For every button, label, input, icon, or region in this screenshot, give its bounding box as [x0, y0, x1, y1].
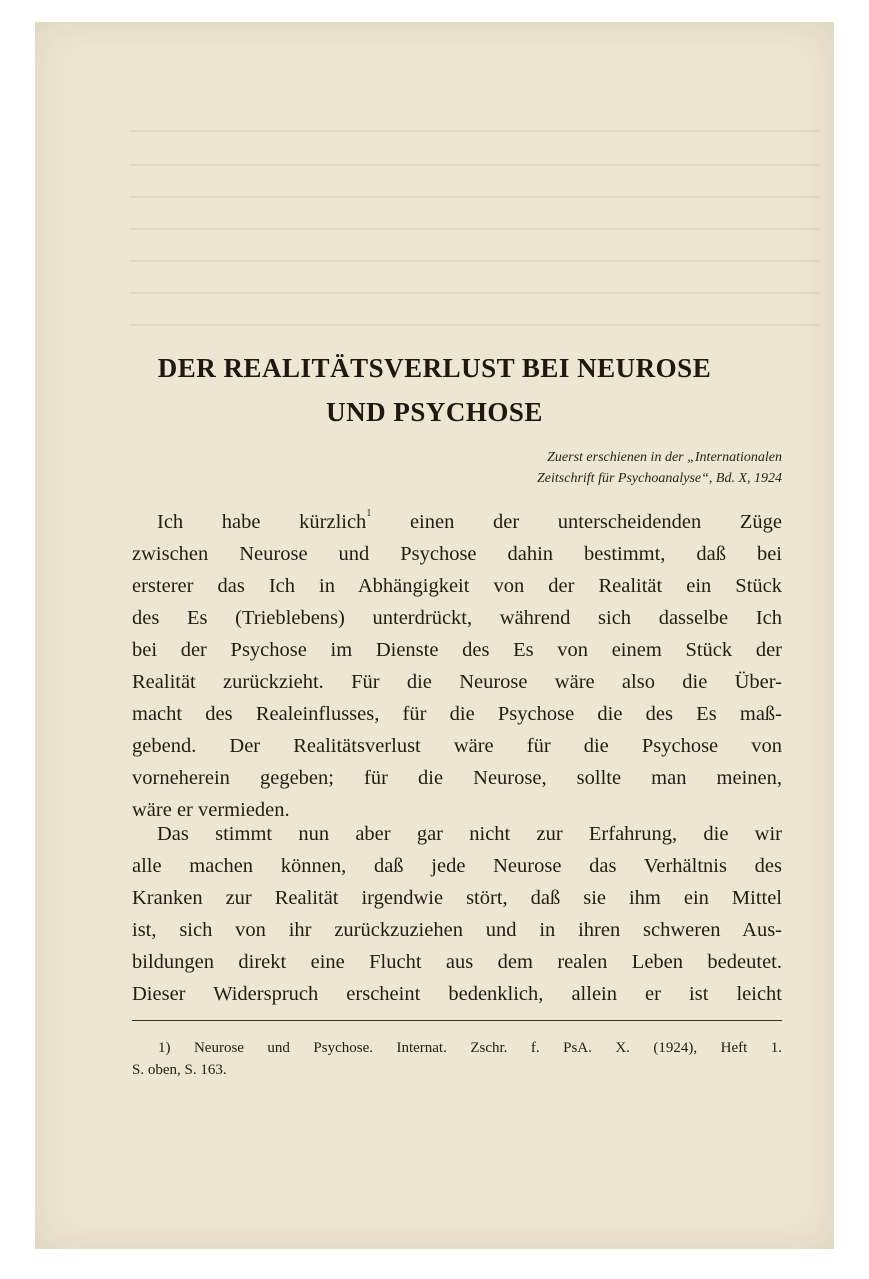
source-note-line-2: Zeitschrift für Psychoanalyse“, Bd. X, 1924 — [537, 471, 782, 486]
body-line: vorneherein gegeben; für die Neurose, sollte man meinen, — [132, 767, 782, 789]
show-through-line — [130, 324, 820, 326]
body-line: Kranken zur Realität irgendwie stört, daß sie ihm ein Mittel — [132, 887, 782, 909]
source-note-line-1: Zuerst erschienen in der „Internationalen — [547, 450, 782, 465]
book-page — [35, 22, 834, 1249]
chapter-title-line-2: UND PSYCHOSE — [326, 397, 543, 427]
body-text: Ich habe kürzlich — [157, 511, 367, 533]
footnote-separator — [132, 1020, 782, 1021]
chapter-title-line-1: DER REALITÄTSVERLUST BEI NEUROSE — [157, 353, 712, 383]
show-through-line — [130, 260, 820, 262]
show-through-line — [130, 130, 820, 132]
body-line: zwischen Neurose und Psychose dahin bestimmt, daß bei — [132, 543, 782, 565]
body-line: alle machen können, daß jede Neurose das Verhältnis des — [132, 855, 782, 877]
body-line: bildungen direkt eine Flucht aus dem realen Leben bedeutet. — [132, 951, 782, 973]
body-line: ist, sich von ihr zurückzuziehen und in ihren schweren Aus- — [132, 919, 782, 941]
show-through-line — [130, 292, 820, 294]
body-line: wäre er vermieden. — [132, 799, 290, 821]
body-text: einen der unterscheidenden Züge — [409, 511, 782, 533]
body-line: gebend. Der Realitätsverlust wäre für die Psychose von — [132, 735, 782, 757]
body-line: ersterer das Ich in Abhängigkeit von der Realität ein Stück — [132, 575, 782, 597]
body-line: Dieser Widerspruch erscheint bedenklich, allein er ist leicht — [132, 983, 782, 1005]
footnote-line-2: S. oben, S. 163. — [132, 1062, 227, 1078]
footnote-line-1: 1) Neurose und Psychose. Internat. Zschr. f. PsA. X. (1924), Heft 1. — [158, 1040, 782, 1056]
body-line: bei der Psychose im Dienste des Es von einem Stück der — [132, 639, 782, 661]
footnote-marker: 1 — [366, 508, 372, 519]
body-line: des Es (Trieblebens) unterdrückt, während sich dasselbe Ich — [132, 607, 782, 629]
body-line: Das stimmt nun aber gar nicht zur Erfahrung, die wir — [157, 823, 782, 845]
body-line: Realität zurückzieht. Für die Neurose wäre also die Über- — [132, 671, 782, 693]
show-through-line — [130, 228, 820, 230]
show-through-line — [130, 196, 820, 198]
body-line — [157, 506, 782, 538]
body-line: macht des Realeinflusses, für die Psychose die des Es maß- — [132, 703, 782, 725]
show-through-line — [130, 164, 820, 166]
